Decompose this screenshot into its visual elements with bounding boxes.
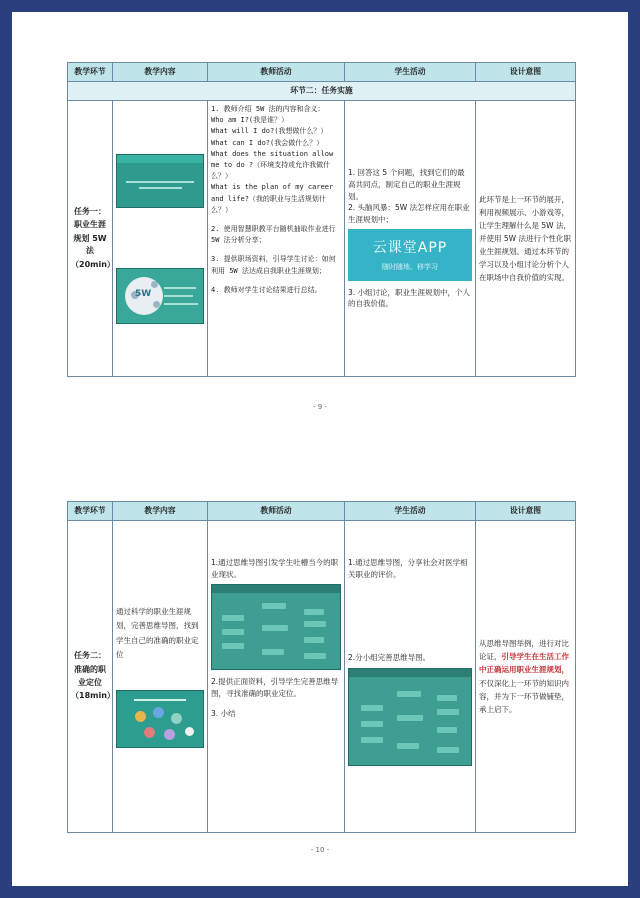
design-intent-cell	[476, 521, 576, 833]
teacher-item-1-line: What can I do?(我会做什么？）	[211, 138, 324, 147]
header-teaching-content: 教学内容	[113, 63, 208, 82]
lesson-table-2	[67, 501, 576, 833]
header-teaching-stage: 教学环节	[68, 63, 113, 82]
header-teaching-content: 教学内容	[113, 502, 208, 521]
section-label: 环节二：任务实施	[68, 82, 576, 101]
page-number: - 9 -	[313, 403, 327, 411]
header-teaching-stage: 教学环节	[68, 502, 113, 521]
task-line: 规划 5W 法	[73, 233, 107, 256]
task-line: 准确的职	[74, 664, 106, 674]
header-student-activity: 学生活动	[345, 502, 476, 521]
teacher-activity-cell	[208, 101, 345, 377]
content-cell	[113, 521, 208, 833]
student-item-2: 2. 头脑风暴：5W 法怎样应用在职业生涯规划中；	[348, 203, 470, 224]
design-intent-cell	[476, 101, 576, 377]
teacher-item-2: 2. 使用智慧职教平台随机抽取作业进行 5W 法分析分享；	[211, 224, 336, 245]
teacher-item-2: 2.提供正面资料，引导学生完善思维导图，寻找准确的职业定位。	[211, 677, 339, 698]
header-design-intent: 设计意图	[476, 502, 576, 521]
teacher-item-1-line: What does the situation allow me to do ?（环境支持或允许我做什么？）	[211, 149, 334, 181]
task-line: 业定位	[78, 678, 102, 687]
header-student-activity: 学生活动	[345, 63, 476, 82]
table-row	[68, 101, 576, 377]
student-item-2: 2.分小组完善思维导图。	[348, 653, 431, 663]
teacher-item-4: 4. 教师对学生讨论结果进行总结。	[211, 285, 322, 294]
app-subtitle: 随时随地、移学习	[382, 263, 438, 272]
header-design-intent: 设计意图	[476, 63, 576, 82]
table-header-row	[68, 63, 576, 82]
teacher-item-1-line: What will I do?(我想做什么？）	[211, 127, 328, 136]
teacher-item-1-line: What is the plan of my career and life?（我的职业与生活规划什么？）	[211, 183, 334, 214]
task-line: 任务二：	[74, 651, 106, 661]
teacher-activity-cell	[208, 521, 345, 833]
task-line: 职业生涯	[74, 220, 106, 230]
design-intent-highlight: 引导学生在生活工作中正确运用职业生涯规划，	[479, 652, 569, 675]
section-row	[68, 82, 576, 101]
mind-map-screenshot	[348, 668, 472, 766]
design-intent-text: 此环节是上一环节的展开，利用视频展示、小游戏等，让学生理解什么是 5W 法，并使用 5W 法进行个性化职业生涯规划。通过本环节的学习以及小组讨论分析个人在职场中自我价值的实现。	[479, 194, 571, 283]
page-number: - 10 -	[310, 846, 330, 854]
header-teacher-activity: 教师活动	[208, 63, 345, 82]
mind-map-screenshot	[211, 584, 341, 670]
header-teacher-activity: 教师活动	[208, 502, 345, 521]
task-cell	[68, 101, 113, 377]
teacher-item-3: 3. 提供职场资料，引导学生讨论：如何利用 5W 法达成自我职业生涯规划；	[211, 255, 336, 275]
student-item-3: 3. 小组讨论，职业生涯规划中，个人的自我价值。	[348, 287, 471, 309]
slide-thumbnail	[116, 154, 204, 208]
app-title: 云课堂APP	[372, 239, 448, 256]
student-activity-cell	[345, 521, 476, 833]
teacher-item-1-line: Who am I?(我是谁？）	[211, 116, 289, 125]
design-intent-text: 从思维导图举例，进行对比论证，	[479, 639, 569, 662]
table-header-row	[68, 502, 576, 521]
lesson-table-1	[67, 62, 576, 377]
student-activity-cell	[345, 101, 476, 377]
design-intent-text: 不仅深化上一环节的知识内容，并为下一环节做铺垫，承上启下。	[479, 678, 569, 714]
task-cell	[68, 521, 113, 833]
task-line: （20min）	[71, 259, 115, 269]
teacher-item-1: 1. 教师介绍 5W 法的内容和含义：	[211, 105, 325, 114]
table-row	[68, 521, 576, 833]
cloud-classroom-app-banner	[348, 229, 472, 281]
slide-thumbnail-5w	[116, 268, 204, 324]
content-text: 通过科学的职业生涯规划，完善思维导图，找到学生自己的准确的职业定位	[116, 607, 199, 659]
student-item-1: 1. 回答这 5 个问题，找到它们的最高共同点，制定自己的职业生涯规划。	[348, 168, 465, 201]
slide-thumbnail-diagram	[116, 690, 204, 748]
task-line: 任务一：	[74, 207, 106, 217]
task-line: （18min）	[71, 691, 115, 701]
teacher-item-1: 1.通过思维导图引发学生吐槽当今的职业现状。	[211, 558, 339, 579]
content-cell	[113, 101, 208, 377]
teacher-item-3: 3. 小结	[211, 708, 236, 718]
student-item-1: 1.通过思维导图，分享社会对医学相关职业的评价。	[348, 558, 468, 579]
badge-5w: 5W	[135, 288, 152, 299]
